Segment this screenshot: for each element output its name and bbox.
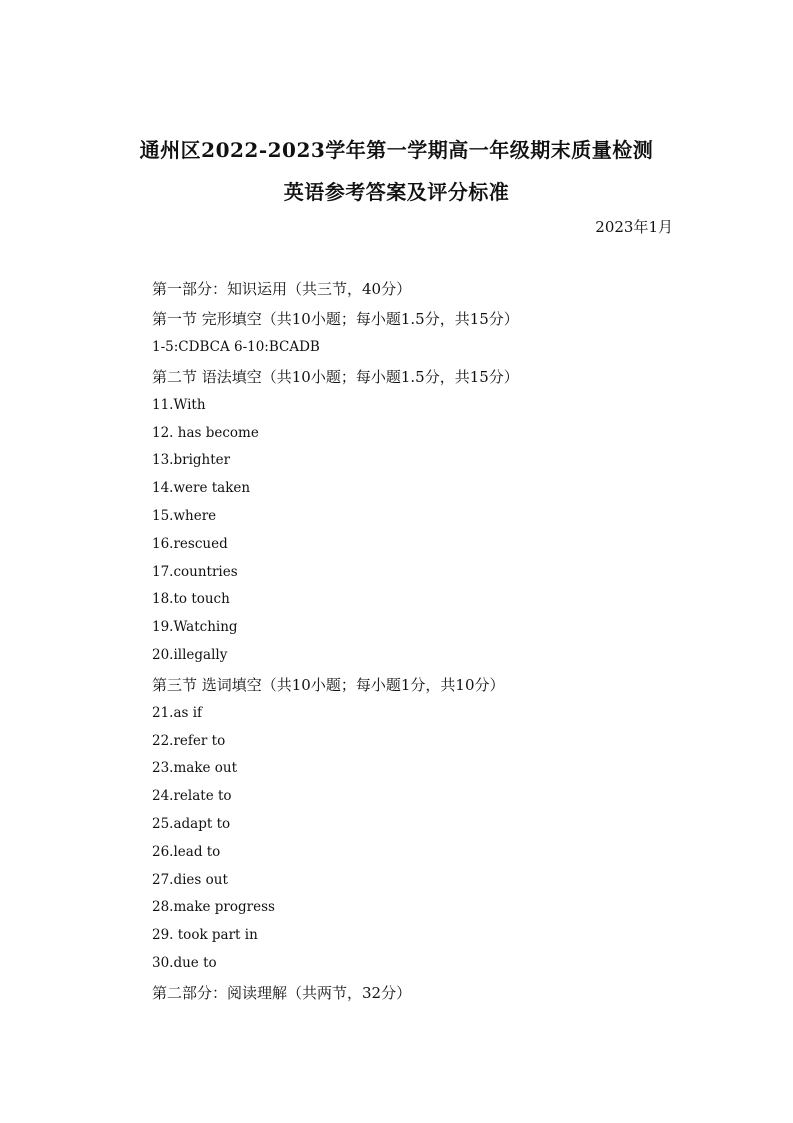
answer-line: 19.Watching <box>152 619 238 636</box>
section-heading: 第三节 选词填空（共10小题；每小题1分，共10分） <box>152 675 505 694</box>
answer-line: 15.where <box>152 507 217 524</box>
answer-line: 17.countries <box>152 563 238 580</box>
section-heading: 第二部分：阅读理解（共两节，32分） <box>152 983 412 1002</box>
answer-line: 13.brighter <box>152 452 231 469</box>
answer-line: 11.With <box>152 396 206 413</box>
answer-line: 22.refer to <box>152 732 226 749</box>
answer-line: 14.were taken <box>152 480 251 497</box>
answer-line: 24.relate to <box>152 788 232 805</box>
section-heading: 第一部分：知识运用（共三节，40分） <box>152 280 412 298</box>
document-date: 2023年1月 <box>595 218 673 236</box>
document-title: 通州区2022-2023学年第一学期高一年级期末质量检测 <box>139 138 654 162</box>
answer-line: 28.make progress <box>152 899 275 916</box>
answer-line: 27.dies out <box>152 871 228 888</box>
answer-line: 29. took part in <box>152 927 258 944</box>
section-heading: 第一节 完形填空（共10小题；每小题1.5分，共15分） <box>152 310 519 328</box>
answer-line: 30.due to <box>152 954 217 971</box>
answer-line: 23.make out <box>152 760 238 777</box>
answer-line: 20.illegally <box>152 646 228 663</box>
answer-line: 1-5:CDBCA 6-10:BCADB <box>152 339 320 355</box>
answer-line: 21.as if <box>152 704 203 721</box>
answer-line: 25.adapt to <box>152 815 231 832</box>
answer-list <box>152 274 519 1008</box>
answer-line: 18.to touch <box>152 591 230 608</box>
document-subtitle: 英语参考答案及评分标准 <box>283 180 510 204</box>
answer-line: 16.rescued <box>152 535 228 552</box>
section-heading: 第二节 语法填空（共10小题；每小题1.5分，共15分） <box>152 367 519 386</box>
answer-line: 26.lead to <box>152 843 221 860</box>
answer-line: 12. has become <box>152 424 259 441</box>
